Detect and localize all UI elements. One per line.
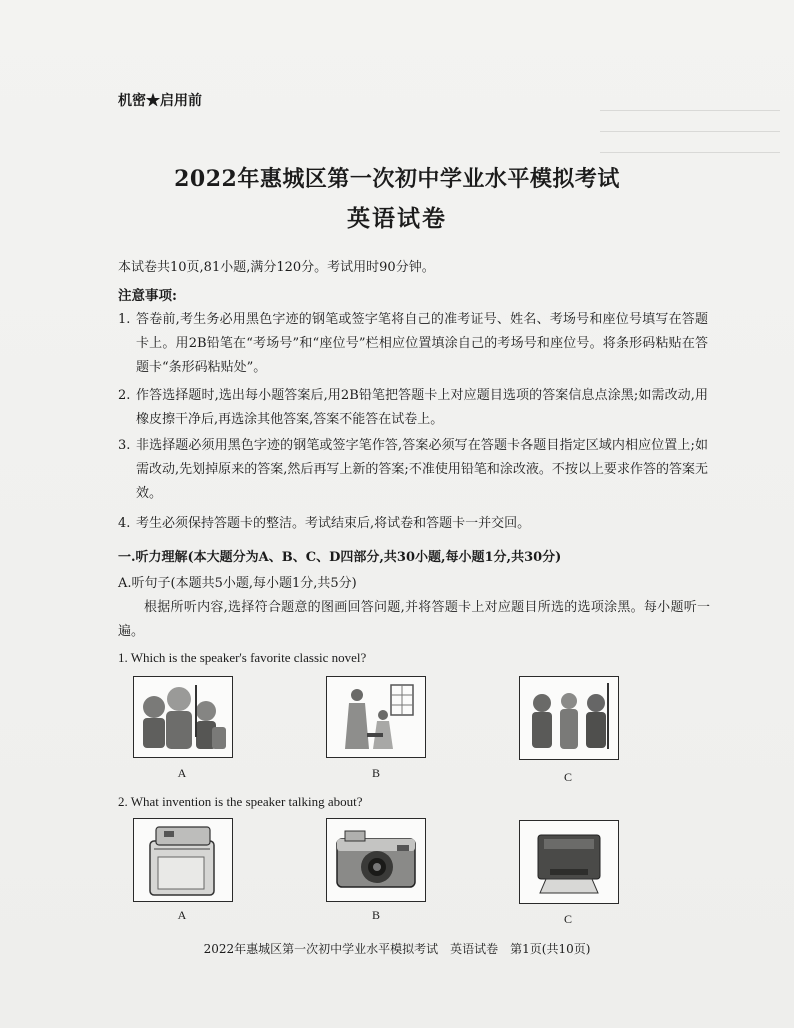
listening-instruction: 根据所听内容,选择符合题意的图画回答问题,并将答题卡上对应题目所选的选项涂黑。每小题听一遍。 [118, 600, 710, 639]
camera-icon [327, 819, 425, 901]
q2-option-c-image [519, 820, 619, 904]
note-text: 非选择题必须用黑色字迹的钢笔或签字笔作答,答案必须写在答题卡各题目指定区域内相应位置上;如需改动,先划掉原来的答案,然后再写上新的答案;不准使用铅笔和涂改液。不按以上要求作答的答案无效。 [136, 438, 708, 501]
q1-option-c-label: C [563, 770, 572, 784]
dream-red-mansion-figures-icon [327, 677, 425, 757]
note-number: 3. [118, 438, 131, 453]
note-item [118, 384, 708, 432]
q1-option-c-image [519, 676, 619, 760]
note-text: 作答选择题时,选出每小题答案后,用2B铅笔把答题卡上对应题目选项的答案信息点涂黑;如需改动,用橡皮擦干净后,再选涂其他答案,答案不能答在试卷上。 [136, 388, 708, 427]
note-number: 1. [118, 312, 131, 327]
q1-option-b-label: B [371, 766, 380, 780]
journey-west-figures-icon [134, 677, 232, 757]
q1-option-b-image [326, 676, 426, 758]
q2-option-a-image [133, 818, 233, 902]
note-item [118, 434, 708, 506]
page-footer: 2022年惠城区第一次初中学业水平模拟考试 英语试卷 第1页(共10页) [203, 942, 591, 956]
question-1: 1. Which is the speaker's favorite classic novel? [118, 650, 367, 665]
exam-subtitle: 英语试卷 [347, 205, 447, 232]
section-heading-listening: 一.听力理解(本大题分为A、B、C、D四部分,共30小题,每小题1分,共30分) [118, 550, 562, 565]
note-text: 考生必须保持答题卡的整洁。考试结束后,将试卷和答题卡一并交回。 [136, 516, 531, 531]
note-item [118, 308, 708, 380]
exam-title: 2022年惠城区第一次初中学业水平模拟考试 [174, 166, 620, 192]
note-item [118, 512, 708, 536]
confidential-mark: 机密★启用前 [118, 93, 202, 109]
note-text: 答卷前,考生务必用黑色字迹的钢笔或签字笔将自己的准考证号、姓名、考场号和座位号填写在答题卡上。用2B铅笔在“考场号”和“座位号”栏相应位置填涂自己的考场号和座位号。将条形码粘贴在答题卡“条形码粘贴处”。 [136, 312, 708, 375]
q1-option-a-label: A [177, 766, 187, 780]
bleed-through-text [600, 90, 780, 159]
three-kingdoms-figures-icon [520, 677, 618, 759]
question-2: 2. What invention is the speaker talking about? [118, 794, 363, 809]
q2-option-b-image [326, 818, 426, 902]
q2-option-b-label: B [371, 908, 380, 922]
note-number: 2. [118, 388, 131, 403]
section-heading-a: A.听句子(本题共5小题,每小题1分,共5分) [118, 576, 357, 591]
washing-machine-icon [134, 819, 232, 901]
printer-icon [520, 821, 618, 903]
exam-intro: 本试卷共10页,81小题,满分120分。考试用时90分钟。 [118, 260, 435, 275]
q1-option-a-image [133, 676, 233, 758]
notes-heading: 注意事项: [118, 288, 177, 304]
note-number: 4. [118, 516, 131, 531]
q2-option-c-label: C [563, 912, 572, 926]
q2-option-a-label: A [177, 908, 187, 922]
